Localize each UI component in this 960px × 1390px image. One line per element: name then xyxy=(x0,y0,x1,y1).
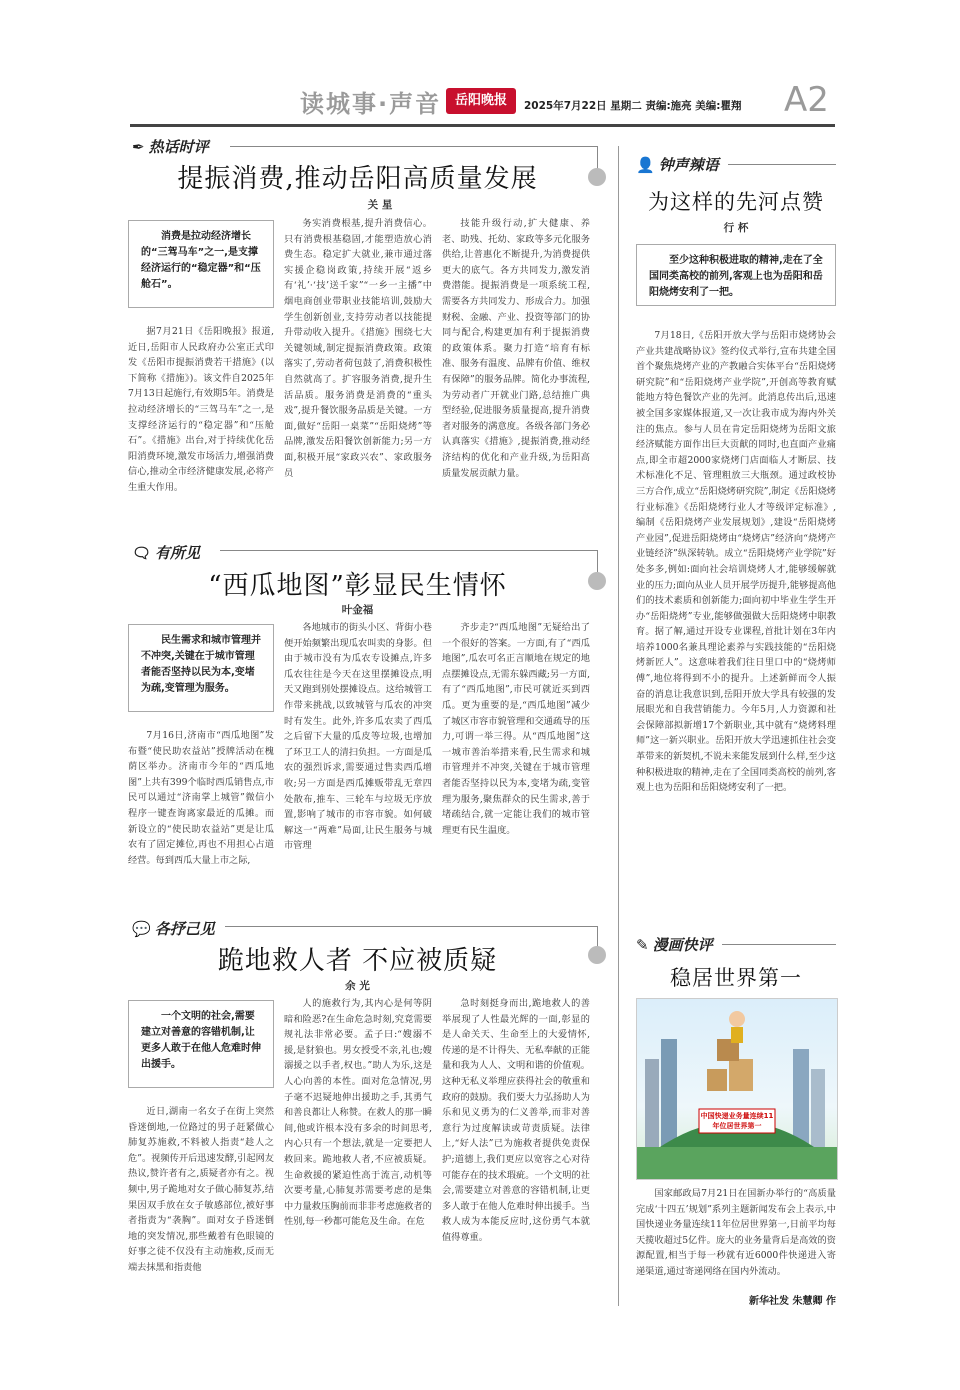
parcel-box xyxy=(707,1069,727,1091)
courier-figure xyxy=(731,1027,743,1043)
parcel-box xyxy=(729,1059,753,1091)
article5-body: 国家邮政局7月21日在国新办举行的“高质量完成‘十四五’规划”系列主题新闻发布会上表示,中国快递业务量连续11年位居世界第一,日前平均每天揽收超过5亿件。庞大的业务量背后是高效的资源配置,相当于每一秒就有近6000件快递进入寄递渠道,通过寄递网络在国内外流动。 xyxy=(636,1188,836,1277)
article3-col1: 近日,湖南一名女子在街上突然昏迷倒地,一位路过的男子赶紧做心肺复苏施救,不料被人指责“趁人之危”。视频传开后迅速发酵,引起网友热议,赞许者有之,质疑者亦有之。视频中,男子跪地对女子做心肺复苏,结果因双手放在女子敏感部位,被好事者指责为“袭胸”。面对女子昏迷倒地的突发情况,那些戴着有色眼镜的好事之徒不仅没有主动施救,反而无端去抹黑和指责他 xyxy=(128,1106,274,1273)
article5-tag xyxy=(636,934,713,955)
article1-author: 关 星 xyxy=(367,199,393,211)
article1-col3: 技能升级行动,扩大健康、养老、助残、托幼、家政等多元化服务供给,让普惠化不断提升,为消费提供更大的底气。各方共同发力,激发消费潜能。提振消费是一项系统工程,需要各方共同发力、形成合力。加强财税、金融、产业、投资等部门的协同与配合,构建更加有利于提振消费的政策体系。聚力打造“培育有标准、服务有温度、品牌有价值、维权有保障”的服务品牌。简化办事流程,为劳动者广开就业门路,总结推广典型经验,促进服务质量提高,提升消费者对服务的满意度。各级各部门务必认真落实《措施》,提振消费,推动经济结构的优化和产业升级,为岳阳高质量发展贡献力量。 xyxy=(442,218,590,479)
chat-icon: 💬 xyxy=(132,920,151,938)
article2-tag xyxy=(132,542,200,563)
article1-rule xyxy=(230,146,598,147)
article3-tag-label: 各抒己见 xyxy=(154,920,215,938)
cartoon-image xyxy=(636,998,838,1180)
article2-title: “西瓜地图”彰显民生情怀 xyxy=(208,571,507,601)
building xyxy=(811,1069,825,1149)
article2-author: 叶金福 xyxy=(341,604,374,616)
article5-tag-label: 漫画快评 xyxy=(652,936,713,954)
article5-title: 稳居世界第一 xyxy=(670,966,802,990)
article1-tag-label: 热话时评 xyxy=(148,138,209,156)
article2-rule xyxy=(220,550,598,551)
cartoon-icon: ✎ xyxy=(636,936,649,954)
column-divider xyxy=(618,146,619,1306)
article3-col3: 急时刻挺身而出,跪地救人的善举展现了人性最光辉的一面,彰显的是人命关天、生命至上的大爱情怀,传递的是不计得失、无私奉献的正能量和我为人人、文明和谐的价值观。这种无私义举理应获得社会的敬重和政府的鼓励。我们要大力弘扬助人为乐和见义勇为的仁义善举,而非对善意行为过度解读或苛责质疑。法律上,“好人法”已为施救者提供免责保护;道德上,我们更应以宽容之心对待可能存在的技术瑕疵。一个文明的社会,需要建立对善意的容错机制,让更多人敢于在他人危难时伸出援手。当救人成为本能反应时,这份勇气本就值得尊重。 xyxy=(442,998,590,1243)
article1-col1: 据7月21日《岳阳晚报》报道,近日,岳阳市人民政府办公室正式印发《岳阳市提振消费若干措施》(以下简称《措施》)。该文件自2025年7月13日起施行,有效期5年。消费是拉动经济增长的“三驾马车”之一,是支撑经济运行的“稳定器”和“压舱石”。《措施》出台,对于持续优化岳阳消费环境,激发市场活力,增强消费信心,推动全市经济健康发展,必将产生重大作用。 xyxy=(128,326,274,493)
article3-dot xyxy=(588,946,606,964)
article1-pullquote: 消费是拉动经济增长的“三驾马车”之一,是支撑经济运行的“稳定器”和“压舱石”。 xyxy=(128,220,274,308)
article1-tag xyxy=(132,136,209,157)
article2-dot xyxy=(588,572,606,590)
article2-rule-v xyxy=(597,550,598,572)
article4-rule xyxy=(728,164,836,165)
article3-tag xyxy=(132,918,215,939)
cartoon-credit: 新华社发 朱慧卿 作 xyxy=(749,1296,836,1307)
article4-body: 7月18日,《岳阳开放大学与岳阳市烧烤协会产业共建战略协议》签约仪式举行,宣布共建全国首个聚焦烧烤产业的产教融合实体平台“岳阳烧烤研究院”和“岳阳烧烤产业学院”,开创高等教育赋能地方特色餐饮产业的先河。此消息传出后,迅速被全国多家媒体报道,又一次让我市成为海内外关注的焦点。参与人员在肯定岳阳烧烤为岳阳文旅经济赋能方面作出巨大贡献的同时,也直面产业痛点,即全市超2000家烧烤门店面临人才断层、技术标准化不足、管理粗放三大瓶颈。通过政校协三方合作,成立“岳阳烧烤研究院”,制定《岳阳烧烤行业标准》《岳阳烧烤行业人才等级评定标准》,编制《岳阳烧烤产业发展规划》,建设“岳阳烧烤产业园”,促进岳阳烧烤由“烧烤店”经济向“烧烤产业链经济”纵深转轨。成立“岳阳烧烤产业学院”好处多多,例如:面向社会培训烧烤人才,能够缓解就业的压力;面向从业人员开展学历提升,能够提高他们的技术素质和创新能力;面向初中毕业生学生开办“岳阳烧烤”专业,能够做强做大岳阳烧烤中职教育。据了解,通过开设专业课程,首批计划在3年内培养1000名兼具理论素养与实践技能的“岳阳烧烤新匠人”。这意味着我们往日里口中的“烧烤师傅”,地位将得到不小的提升。上述新鲜而令人振奋的消息让我意识到,岳阳开放大学具有较强的发展眼光和自我营销能力。今年5月,人力资源和社会保障部拟新增17个新职业,其中就有“烧烤料理师”这一新兴职业。岳阳开放大学迅速抓住社会变革带来的新契机,不说未来能发展到什么样,至少这种积极进取的精神,走在了全国同类高校的前列,客观上也为岳阳和岳阳烧烤安利了一把。 xyxy=(636,330,836,794)
article2-col3: 齐步走?“西瓜地图”无疑给出了一个很好的答案。一方面,有了“西瓜地图”,瓜农可名正言顺地在规定的地点摆摊设点,无需东躲西藏;另一方面,有了“西瓜地图”,市民可就近买到西瓜。更为重要的是,“西瓜地图”减少了城区市容市貌管理和交通疏导的压力,可谓一举三得。从“西瓜地图”这一城市善治举措来看,民生需求和城市管理并不冲突,关键在于城市管理者能否坚持以民为本,变堵为疏,变管理为服务,聚焦群众的民生需求,善于堵疏结合,就一定能让我们的城市管理更有民生温度。 xyxy=(442,622,590,836)
article1-dot xyxy=(588,168,606,186)
issue-info: 2025年7月22日 星期二 责编:施亮 美编:瞿翔 xyxy=(524,100,742,112)
building xyxy=(793,1049,809,1149)
article1-title: 提振消费,推动岳阳高质量发展 xyxy=(177,164,538,194)
article4-tag-label: 钟声辣语 xyxy=(658,156,719,174)
building xyxy=(645,1059,659,1149)
building xyxy=(661,1039,677,1149)
article5-rule xyxy=(722,944,836,945)
ground xyxy=(637,1147,837,1179)
page-number: A2 xyxy=(784,80,829,120)
article3-rule-v xyxy=(597,926,598,948)
article3-pullquote: 一个文明的社会,需要建立对善意的容错机制,让更多人敢于在他人危难时伸出援手。 xyxy=(128,1000,274,1088)
header-rule xyxy=(130,124,835,127)
cartoon-illustration xyxy=(637,999,837,1179)
article1-col2: 务实消费根基,提升消费信心。只有消费根基稳固,才能塑造放心消费生态。稳定扩大就业,兼市通过落实援企稳岗政策,持续开展“返乡有‘礼’·‘技’送千家”“一乡一主播”中烟电商创业带职业技能培训,鼓励大学生创新创业,支持劳动者以技能提升带动收入提升。《措施》围绕七大关键领域,制定提振消费政策。政策落实了,劳动者荷包鼓了,消费积极性自然就高了。扩容服务消费,提升生活品质。服务消费是消费的“重头戏”,提升餐饮服务品质是关键。一方面,做好“岳阳一桌菜”“岳阳烧烤”等品牌,激发岳阳餐饮创新能力;另一方面,积极开展“家政兴农”、家政服务员 xyxy=(284,218,432,479)
article3-title: 跪地救人者 不应被质疑 xyxy=(217,946,498,976)
article4-author: 行 杯 xyxy=(723,222,749,234)
article3-rule xyxy=(225,926,598,927)
article2-col2: 各地城市的街头小区、背街小巷便开始频繁出现瓜农叫卖的身影。但由于城市没有为瓜农专设摊点,许多瓜农往往是今天在这里摆摊设点,明天又跑到别处摆摊设点。这给城管工作带来挑战,以致城管与瓜农的冲突时有发生。此外,许多瓜农卖了西瓜之后留下大量的瓜皮等垃圾,也增加了环卫工人的清扫负担。一方面是瓜农的强烈诉求,需要通过售卖西瓜增收;另一方面是西瓜摊贩带乱无章四处散布,推车、三轮车与垃圾无序放置,影响了城市的市容市貌。如何破解这一“两难”局面,让民生服务与城市管理 xyxy=(284,622,432,852)
courier-figure xyxy=(729,1011,745,1027)
section-title: 读城事·声音 xyxy=(300,90,442,118)
article2-tag-label: 有所见 xyxy=(155,544,201,562)
article2-pullquote: 民生需求和城市管理并不冲突,关键在于城市管理者能否坚持以民为本,变堵为疏,变管理为服务。 xyxy=(128,624,274,712)
article4-title: 为这样的先河点赞 xyxy=(648,190,824,214)
pen-icon: ✒ xyxy=(132,138,145,156)
article4-pullquote: 至少这种积极进取的精神,走在了全国同类高校的前列,客观上也为岳阳和岳阳烧烤安利了一把。 xyxy=(636,244,836,306)
article3-author: 余 光 xyxy=(345,980,370,992)
newspaper-logo: 岳阳晚报 xyxy=(446,88,516,114)
speech-icon: 🗨 xyxy=(132,544,152,562)
portrait-icon: 👤 xyxy=(636,156,655,174)
article4-tag xyxy=(636,154,719,175)
article2-col1: 7月16日,济南市“西瓜地图”发布暨“使民助农益站”授牌活动在槐荫区举办。济南市今年的“西瓜地图”上共有399个临时西瓜销售点,市民可以通过“济南掌上城管”微信小程序一键查询离家最近的瓜摊。而新设立的“使民助农益站”更是让瓜农有了固定摊位,再也不用担心占道经营。每到西瓜大量上市之际, xyxy=(128,730,274,866)
article3-col2: 人的施救行为,其内心是何等阴暗和险恶?在生命危急时刻,究竟需要规礼法非常必要。孟子曰:“嫂溺不援,是豺狼也。男女授受不亲,礼也;嫂溺援之以手者,权也。”助人为乐,这是人心向善的本性。面对危急情况,男子毫不迟疑地伸出援助之手,其勇气和善良都让人称赞。在救人的那一瞬间,他或许根本没有多余的时间思考,内心只有一个想法,就是一定要把人救回来。跪地救人者,不应被质疑。生命救援的紧迫性高于流言,动机等次要考量,心肺复苏需要考虑的是集中力量救压胸前而非非考虑施救者的性别,每一秒都可能危及生命。在危 xyxy=(284,998,432,1228)
cartoon-banner: 中国快递业务量连续11年位居世界第一 xyxy=(700,1112,774,1130)
